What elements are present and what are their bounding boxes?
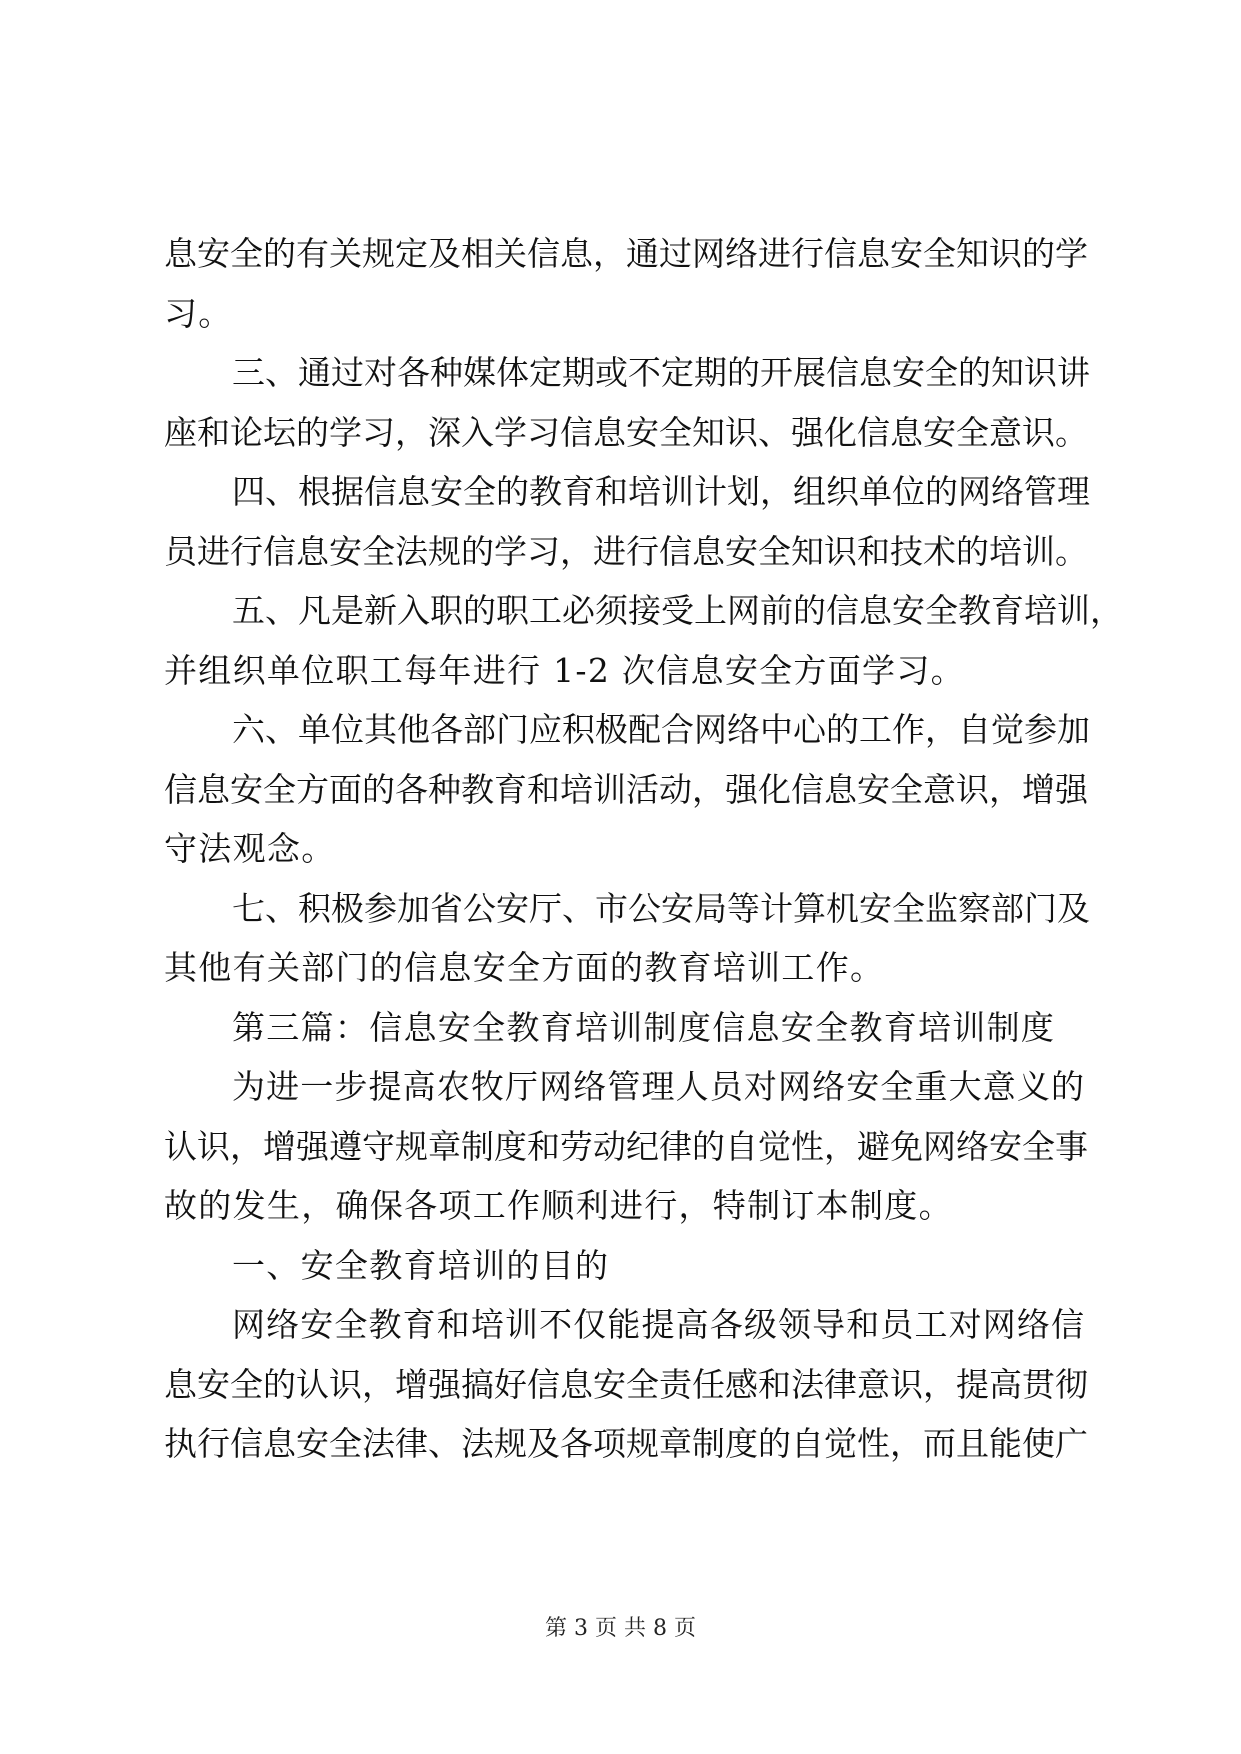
text-line: 其他有关部门的信息安全方面的教育培训工作。 [164,948,885,987]
page-number: 第 3 页 共 8 页 [545,1616,696,1641]
text-line: 网络安全教育和培训不仅能提高各级领导和员工对网络信 [232,1305,1084,1344]
text-line: 执行信息安全法律、法规及各项规章制度的自觉性，而且能使广 [164,1424,1088,1463]
text-line: 信息安全方面的各种教育和培训活动，强化信息安全意识，增强 [164,769,1088,809]
text-line: 五、凡是新入职的职工必须接受上网前的信息安全教育培训， [232,591,1123,630]
section-heading: 第三篇：信息安全教育培训制度信息安全教育培训制度 [232,1007,1056,1047]
text-line: 息安全的认识，增强搞好信息安全责任感和法律意识，提高贯彻 [164,1364,1088,1404]
text-line: 员进行信息安全法规的学习，进行信息安全知识和技术的培训。 [164,531,1088,571]
text-line: 故的发生，确保各项工作顺利进行，特制订本制度。 [164,1186,953,1225]
text-line: 座和论坛的学习，深入学习信息安全知识、强化信息安全意识。 [164,412,1088,452]
text-line: 四、根据信息安全的教育和培训计划，组织单位的网络管理 [232,472,1090,511]
text-line: 息安全的有关规定及相关信息，通过网络进行信息安全知识的学 [164,234,1088,273]
text-line: 为进一步提高农牧厅网络管理人员对网络安全重大意义的 [232,1067,1084,1106]
text-line: 认识，增强遵守规章制度和劳动纪律的自觉性，避免网络安全事 [164,1126,1088,1166]
text-line: 三、通过对各种媒体定期或不定期的开展信息安全的知识讲 [232,353,1090,392]
text-line: 六、单位其他各部门应积极配合网络中心的工作，自觉参加 [232,710,1090,749]
document-body [164,224,1123,1474]
text-line: 并组织单位职工每年进行 1-2 次信息安全方面学习。 [164,650,965,690]
text-line: 七、积极参加省公安厅、市公安局等计算机安全监察部门及 [232,888,1090,928]
text-line: 习。 [164,293,233,333]
text-line: 守法观念。 [164,829,336,868]
subsection-heading: 一、安全教育培训的目的 [232,1245,610,1285]
